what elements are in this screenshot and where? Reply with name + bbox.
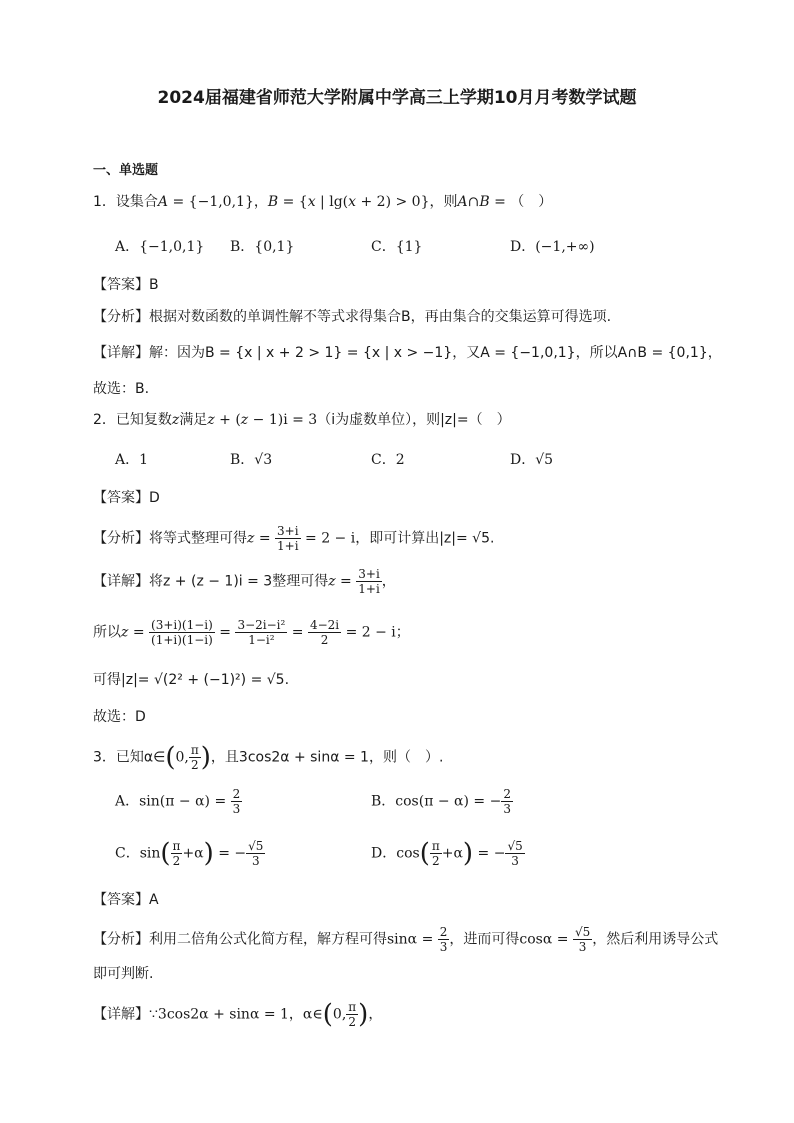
detail-label: 【详解】 (93, 1006, 149, 1023)
stem-text-c: （i为虚数单位），则|z|=（ ） (317, 412, 511, 428)
stem-text-b: ，且3cos2α + sinα = 1，则（ ）. (210, 749, 444, 766)
step-text-end: ； (395, 624, 410, 641)
detail-text-a: 将z + (z − 1)i = 3整理可得 (149, 573, 329, 590)
question-3-option-a: A．sin(π − α) = $\frac{2}{3}$ (115, 787, 241, 816)
analysis-text-b: ，即可计算出|z|= √5. (355, 530, 495, 547)
answer-value: A (149, 892, 159, 908)
question-3-answer (93, 890, 159, 910)
fraction: $\frac{\text{3−2i−i²}}{\text{1−i²}}$ (237, 618, 286, 647)
question-2-answer (93, 488, 160, 508)
question-1-option-c: C．{1} (371, 239, 423, 255)
fraction: $\frac{\pi}{2}$ (348, 1000, 357, 1029)
question-2-step-1: 所以z = $\frac{(3+i)(1-i)}{(1+i)(1-i)}$ = $\frac{\text{3−2i−i²}}{\text{1−i²}}$ = $\frac{4-2i}{2}$ = 2 − i； (93, 618, 410, 647)
analysis-text-c: ，然后利用诱导公式 (592, 931, 719, 948)
fraction: $\frac{2}{3}$ (503, 787, 511, 816)
question-3-analysis-cont: 即可判断. (93, 966, 154, 982)
answer-label: 【答案】 (93, 277, 149, 293)
question-2-step-2: 可得|z|= √(2² + (−1)²) = √5. (93, 672, 290, 688)
question-2-option-b: B．√3 (230, 452, 273, 468)
analysis-label: 【分析】 (93, 931, 149, 948)
question-3-analysis: 【分析】利用二倍角公式化简方程，解方程可得sinα = $\frac{2}{3}$ ，进而可得cosα = $\frac{√5}{3}$ ，然后利用诱导公式 (93, 925, 719, 954)
answer-label: 【答案】 (93, 892, 149, 908)
detail-label: 【详解】 (93, 345, 149, 361)
question-1-stem: 1．设集合A = {−1,0,1}，B = {x | lg(x + 2) > 0}，则A∩B = （ ） (93, 194, 553, 210)
question-2-option-c: C．2 (371, 452, 405, 468)
detail-label: 【详解】 (93, 573, 149, 590)
detail-text-b: ， (381, 573, 396, 590)
fraction: $\frac{3+i}{1+i}$ (358, 567, 380, 596)
question-3-option-d: D．cos( $\frac{\pi}{2}$ +α) = − $\frac{√5}{3}$ (371, 838, 523, 869)
fraction: $\frac{2}{3}$ (439, 925, 448, 954)
fraction: $\frac{(3+i)(1-i)}{(1+i)(1-i)}$ (151, 618, 213, 647)
answer-value: B (149, 277, 159, 293)
detail-text: 解：因为B = {x | x + 2 > 1} = {x | x > −1}，又A = {−1,0,1}，所以A∩B = {0,1}， (149, 345, 722, 361)
choose-value: B. (135, 381, 150, 397)
question-1-analysis (93, 307, 611, 327)
question-1-detail (93, 343, 722, 363)
question-3-option-c: C．sin( $\frac{\pi}{2}$ +α) = − $\frac{√5}{3}$ (115, 838, 264, 869)
question-2-choose (93, 707, 146, 727)
question-1-option-a: A．{−1,0,1} (115, 239, 205, 255)
question-3-option-b: B．cos(π − α) = − $\frac{2}{3}$ (371, 787, 511, 816)
question-2-analysis: 【分析】将等式整理可得z = $\frac{3+i}{1+i}$ = 2 − i，即可计算出|z|= √5. (93, 524, 495, 553)
analysis-label: 【分析】 (93, 530, 149, 547)
question-2-option-d: D．√5 (510, 452, 554, 468)
question-1-choose (93, 379, 149, 399)
analysis-text-a: 利用二倍角公式化简方程，解方程可得 (149, 931, 387, 948)
stem-text-a: 3．已知α∈ (93, 749, 166, 766)
analysis-text-b: ，进而可得 (449, 931, 520, 948)
fraction: $\frac{2}{3}$ (232, 787, 241, 816)
fraction: $\frac{3+i}{1+i}$ (277, 524, 299, 553)
step-text: 所以 (93, 624, 121, 641)
stem-text-b: 满足 (179, 412, 208, 428)
question-1-answer (93, 275, 159, 295)
choose-value: D (135, 709, 146, 725)
question-3-detail: 【详解】∵3cos2α + sinα = 1，α∈(0, $\frac{\pi}{2}$ )， (93, 999, 383, 1030)
answer-value: D (149, 490, 160, 506)
choose-label: 故选： (93, 709, 135, 725)
stem-text-a: 2．已知复数 (93, 412, 172, 428)
analysis-label: 【分析】 (93, 309, 149, 325)
document-title: 2024届福建省师范大学附属中学高三上学期10月月考数学试题 (157, 88, 637, 108)
fraction: $\frac{√5}{3}$ (574, 925, 591, 954)
analysis-text-a: 将等式整理可得 (149, 530, 247, 547)
choose-label: 故选： (93, 381, 135, 397)
fraction: $\frac{\pi}{2}$ (172, 839, 181, 868)
fraction: $\frac{\pi}{2}$ (431, 839, 440, 868)
fraction: $\frac{4-2i}{2}$ (309, 618, 340, 647)
fraction: $\frac{√5}{3}$ (507, 839, 523, 868)
fraction: $\frac{\pi}{2}$ (190, 743, 199, 772)
fraction: $\frac{√5}{3}$ (248, 839, 264, 868)
question-2-detail: 【详解】将z + (z − 1)i = 3整理可得z = $\frac{3+i}{1+i}$ ， (93, 567, 396, 596)
question-2-option-a: A．1 (115, 452, 149, 468)
answer-label: 【答案】 (93, 490, 149, 506)
question-3-stem: 3．已知α∈(0, $\frac{\pi}{2}$ )，且3cos2α + sinα = 1，则（ ）. (93, 742, 444, 773)
analysis-text: 根据对数函数的单调性解不等式求得集合B，再由集合的交集运算可得选项. (149, 309, 612, 325)
section-heading: 一、单选题 (93, 163, 159, 178)
question-1-option-b: B．{0,1} (230, 239, 295, 255)
question-1-option-d: D．(−1,+∞) (510, 239, 595, 255)
question-2-stem: 2．已知复数z满足z + (z − 1)i = 3（i为虚数单位），则|z|=（ ） (93, 412, 511, 428)
